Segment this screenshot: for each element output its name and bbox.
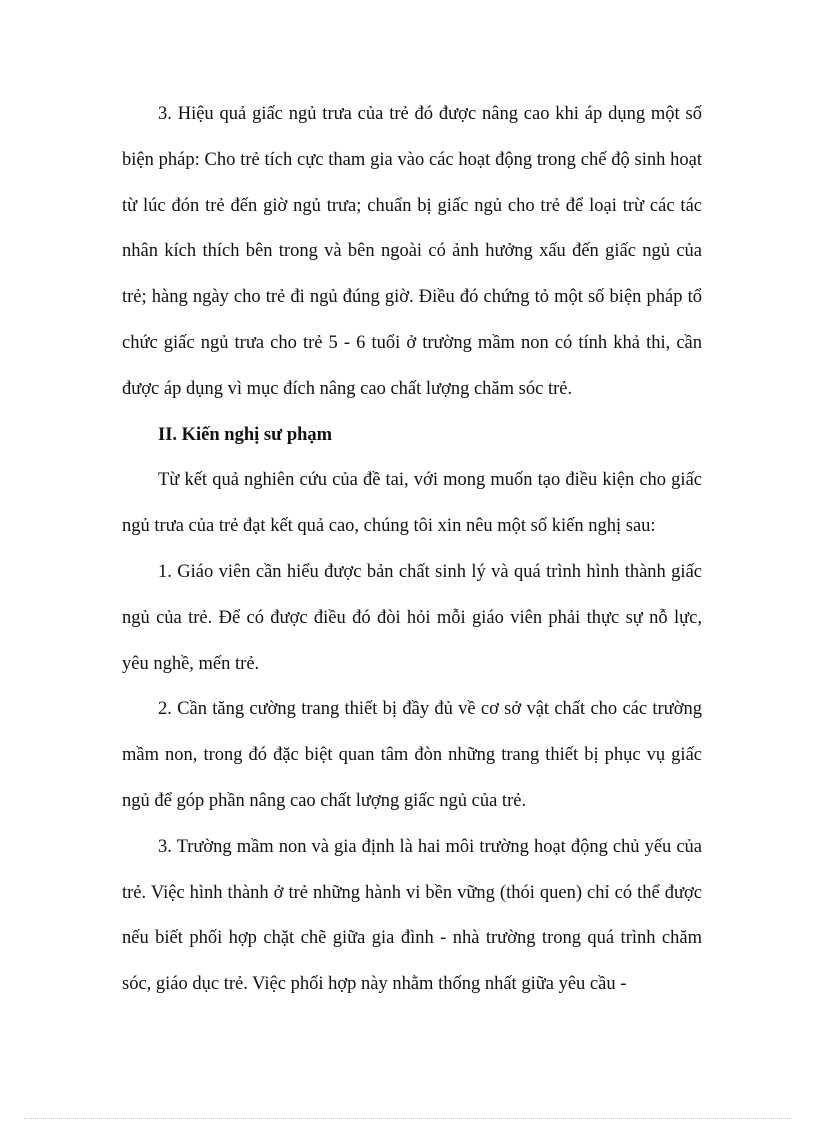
document-body xyxy=(122,92,702,1008)
paragraph-recommendation-3: 3. Trường mầm non và gia định là hai môi trường hoạt động chủ yếu của trẻ. Việc hình thành ở trẻ những hành vi bền vững (thói quen) chỉ có thể được nếu biết phối hợp chặt chẽ giữa gia đình - nhà trường trong quá trình chăm sóc, giáo dục trẻ. Việc phối hợp này nhằm thống nhất giữa yêu cầu - xyxy=(122,836,702,995)
paragraph-recommendation-intro: Từ kết quả nghiên cứu của đề tai, với mong muốn tạo điều kiện cho giấc ngủ trưa của trẻ đạt kết quả cao, chúng tôi xin nêu một số kiến nghị sau: xyxy=(122,470,702,537)
paragraph-conclusion-3: 3. Hiệu quả giấc ngủ trưa của trẻ đó được nâng cao khi áp dụng một số biện pháp: Cho trẻ tích cực tham gia vào các hoạt động trong chế độ sinh hoạt từ lúc đón trẻ đến giờ ngủ trưa; chuẩn bị giấc ngủ cho trẻ để loại trừ các tác nhân kích thích bên trong và bên ngoài có ảnh hưởng xấu đến giấc ngủ của trẻ; hàng ngày cho trẻ đi ngủ đúng giờ. Điều đó chứng tỏ một số biện pháp tổ chức giấc ngủ trưa cho trẻ 5 - 6 tuổi ở trường mầm non có tính khả thi, cần được áp dụng vì mục đích nâng cao chất lượng chăm sóc trẻ. xyxy=(122,104,702,399)
section-heading: II. Kiến nghị sư phạm xyxy=(158,424,333,445)
page-bottom-divider xyxy=(24,1118,792,1119)
paragraph-recommendation-1: 1. Giáo viên cần hiểu được bản chất sinh lý và quá trình hình thành giấc ngủ của trẻ. Để có được điều đó đòi hỏi mỗi giáo viên phải thực sự nỗ lực, yêu nghề, mến trẻ. xyxy=(122,561,702,674)
paragraph-recommendation-2: 2. Cần tăng cường trang thiết bị đầy đủ về cơ sở vật chất cho các trường mầm non, trong đó đặc biệt quan tâm đòn những trang thiết bị phục vụ giấc ngủ để góp phần nâng cao chất lượng giấc ngủ của trẻ. xyxy=(122,699,702,811)
